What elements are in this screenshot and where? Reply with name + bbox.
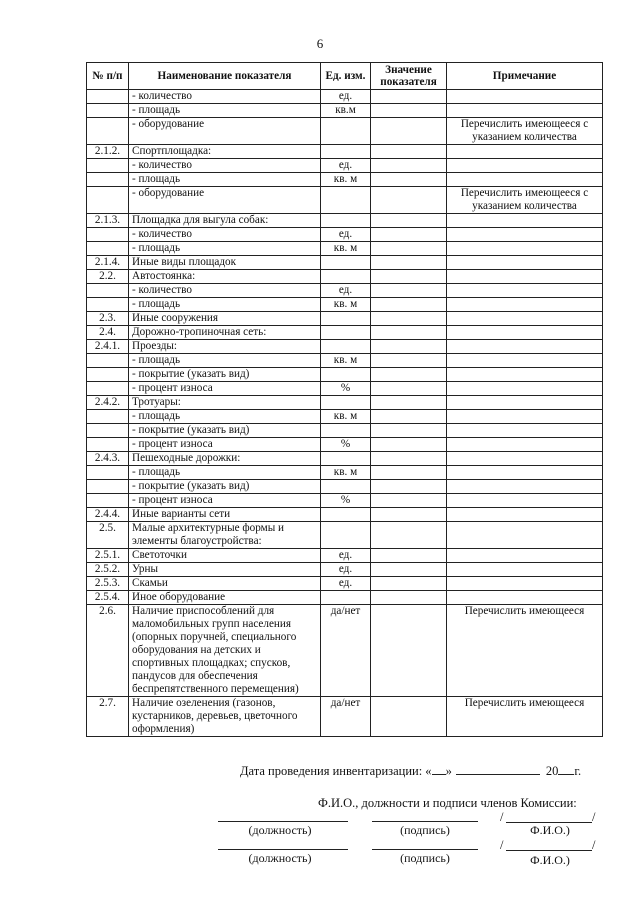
row-unit: да/нет (321, 605, 371, 697)
row-note (447, 284, 603, 298)
row-value (371, 242, 447, 256)
row-value (371, 340, 447, 354)
row-num (87, 410, 129, 424)
signature-label-1: (подпись) (400, 823, 450, 837)
table-row (87, 145, 603, 159)
row-value (371, 605, 447, 697)
row-note (447, 242, 603, 256)
header-note: Примечание (447, 63, 603, 90)
row-value (371, 549, 447, 563)
row-name: - оборудование (129, 118, 321, 145)
row-value (371, 396, 447, 410)
row-note (447, 382, 603, 396)
row-value (371, 508, 447, 522)
row-note: Перечислить имеющееся с указанием количества (447, 118, 603, 145)
row-value (371, 187, 447, 214)
fio-slash-1a: / (500, 810, 504, 824)
table-row (87, 104, 603, 118)
row-num (87, 368, 129, 382)
row-name: - площадь (129, 410, 321, 424)
row-note (447, 90, 603, 104)
row-unit: кв. м (321, 466, 371, 480)
row-note (447, 396, 603, 410)
row-name: - оборудование (129, 187, 321, 214)
position-line-2 (218, 849, 348, 850)
row-value (371, 494, 447, 508)
row-name: - количество (129, 284, 321, 298)
row-note (447, 466, 603, 480)
row-note (447, 438, 603, 452)
row-unit (321, 368, 371, 382)
table-row (87, 410, 603, 424)
date-quote-close: » (445, 764, 452, 778)
row-unit (321, 118, 371, 145)
row-note (447, 549, 603, 563)
row-num (87, 438, 129, 452)
row-name: Автостоянка: (129, 270, 321, 284)
row-num (87, 480, 129, 494)
row-unit (321, 424, 371, 438)
row-num (87, 494, 129, 508)
row-unit (321, 187, 371, 214)
row-value (371, 452, 447, 466)
row-value (371, 577, 447, 591)
table-row (87, 563, 603, 577)
row-num: 2.3. (87, 312, 129, 326)
row-note (447, 410, 603, 424)
header-value: Значение показателя (371, 63, 447, 90)
table-row (87, 368, 603, 382)
row-value (371, 354, 447, 368)
row-note (447, 298, 603, 312)
row-note (447, 368, 603, 382)
row-unit: ед. (321, 159, 371, 173)
fio-slash-1b: / (592, 810, 596, 824)
row-value (371, 228, 447, 242)
row-unit (321, 591, 371, 605)
commission-members-label: Ф.И.О., должности и подписи членов Комиссии: (318, 796, 577, 810)
row-value (371, 214, 447, 228)
fio-line-2 (506, 850, 592, 851)
row-unit (321, 340, 371, 354)
row-num: 2.5.2. (87, 563, 129, 577)
table-row (87, 522, 603, 549)
row-value (371, 326, 447, 340)
date-suffix: г. (574, 764, 582, 778)
row-name: - количество (129, 228, 321, 242)
row-name: Иные виды площадок (129, 256, 321, 270)
table-row (87, 480, 603, 494)
row-value (371, 284, 447, 298)
row-value (371, 410, 447, 424)
row-unit: % (321, 382, 371, 396)
row-unit (321, 256, 371, 270)
row-unit (321, 214, 371, 228)
position-label-1: (должность) (248, 823, 312, 837)
table-row (87, 494, 603, 508)
row-name: Светоточки (129, 549, 321, 563)
table-row (87, 549, 603, 563)
row-value (371, 368, 447, 382)
row-note (447, 340, 603, 354)
table-header-row (87, 63, 603, 90)
row-num (87, 173, 129, 187)
row-unit: кв. м (321, 298, 371, 312)
row-num: 2.1.2. (87, 145, 129, 159)
date-year: 20 (545, 764, 559, 778)
row-value (371, 256, 447, 270)
row-num: 2.4.2. (87, 396, 129, 410)
row-note (447, 577, 603, 591)
table-row (87, 382, 603, 396)
row-num: 2.5.4. (87, 591, 129, 605)
row-note (447, 522, 603, 549)
row-name: - площадь (129, 466, 321, 480)
row-unit (321, 396, 371, 410)
date-month-blank (456, 774, 540, 775)
table-row (87, 242, 603, 256)
position-line-1 (218, 821, 348, 822)
row-unit (321, 145, 371, 159)
row-name: Малые архитектурные формы и элементы благоустройства: (129, 522, 321, 549)
table-row (87, 396, 603, 410)
table-row (87, 577, 603, 591)
row-name: Урны (129, 563, 321, 577)
row-name: Наличие озеленения (газонов, кустарников, деревьев, цветочного оформления) (129, 697, 321, 737)
page-number: 6 (316, 36, 324, 51)
row-value (371, 173, 447, 187)
row-note (447, 145, 603, 159)
table-row (87, 284, 603, 298)
row-name: Пешеходные дорожки: (129, 452, 321, 466)
table-row (87, 466, 603, 480)
row-value (371, 424, 447, 438)
row-note (447, 354, 603, 368)
row-note (447, 228, 603, 242)
row-name: Иное оборудование (129, 591, 321, 605)
fio-slash-2a: / (500, 838, 504, 852)
row-unit (321, 480, 371, 494)
row-value (371, 270, 447, 284)
row-unit (321, 522, 371, 549)
row-unit: кв. м (321, 173, 371, 187)
row-unit: ед. (321, 563, 371, 577)
row-name: Наличие приспособлений для маломобильных групп населения (опорных поручней, специального оборудования на детских и спортивных площадках; спусков, пандусов для обеспечения беспрепятственного перемещения) (129, 605, 321, 697)
row-note (447, 312, 603, 326)
fio-label-2: Ф.И.О.) (530, 853, 570, 867)
row-num: 2.1.4. (87, 256, 129, 270)
row-note (447, 270, 603, 284)
row-num: 2.5. (87, 522, 129, 549)
row-note (447, 104, 603, 118)
row-value (371, 312, 447, 326)
table-row (87, 508, 603, 522)
table-row (87, 438, 603, 452)
row-num: 2.1.3. (87, 214, 129, 228)
row-unit: ед. (321, 284, 371, 298)
row-num (87, 159, 129, 173)
row-name: - площадь (129, 354, 321, 368)
row-value (371, 104, 447, 118)
row-num: 2.4.4. (87, 508, 129, 522)
row-unit: ед. (321, 90, 371, 104)
row-note (447, 256, 603, 270)
row-unit (321, 326, 371, 340)
row-num (87, 242, 129, 256)
row-name: Площадка для выгула собак: (129, 214, 321, 228)
row-name: - количество (129, 90, 321, 104)
table-row (87, 326, 603, 340)
row-name: - покрытие (указать вид) (129, 424, 321, 438)
date-label: Дата проведения инвентаризации: « (240, 764, 432, 778)
row-unit (321, 270, 371, 284)
row-num (87, 187, 129, 214)
row-num (87, 382, 129, 396)
table-row (87, 228, 603, 242)
row-name: - процент износа (129, 494, 321, 508)
row-name: Иные сооружения (129, 312, 321, 326)
row-num: 2.5.1. (87, 549, 129, 563)
row-num (87, 90, 129, 104)
row-name: Дорожно-тропиночная сеть: (129, 326, 321, 340)
row-value (371, 522, 447, 549)
row-name: Тротуары: (129, 396, 321, 410)
row-note (447, 480, 603, 494)
position-label-2: (должность) (248, 851, 312, 865)
table-row (87, 340, 603, 354)
row-unit: ед. (321, 577, 371, 591)
signature-line-2 (372, 849, 478, 850)
row-num: 2.4.1. (87, 340, 129, 354)
row-note (447, 452, 603, 466)
row-note: Перечислить имеющееся с указанием количества (447, 187, 603, 214)
row-unit: кв. м (321, 354, 371, 368)
row-num (87, 298, 129, 312)
row-num: 2.5.3. (87, 577, 129, 591)
row-name: - процент износа (129, 438, 321, 452)
table-row (87, 173, 603, 187)
header-unit: Ед. изм. (321, 63, 371, 90)
row-note (447, 424, 603, 438)
table-row (87, 270, 603, 284)
table-row (87, 354, 603, 368)
row-name: Скамьи (129, 577, 321, 591)
row-value (371, 145, 447, 159)
table-row (87, 187, 603, 214)
row-note: Перечислить имеющееся (447, 697, 603, 737)
row-value (371, 90, 447, 104)
row-unit: кв. м (321, 242, 371, 256)
row-num: 2.7. (87, 697, 129, 737)
row-num (87, 104, 129, 118)
row-num (87, 424, 129, 438)
row-unit: ед. (321, 549, 371, 563)
row-note (447, 173, 603, 187)
signature-line-1 (372, 821, 478, 822)
row-value (371, 118, 447, 145)
row-num: 2.4. (87, 326, 129, 340)
row-name: - площадь (129, 298, 321, 312)
row-num (87, 118, 129, 145)
row-value (371, 466, 447, 480)
row-name: - площадь (129, 104, 321, 118)
row-note (447, 494, 603, 508)
row-value (371, 298, 447, 312)
row-note (447, 508, 603, 522)
row-name: Спортплощадка: (129, 145, 321, 159)
table-row (87, 312, 603, 326)
row-unit: % (321, 438, 371, 452)
row-unit: кв.м (321, 104, 371, 118)
table-row (87, 90, 603, 104)
table-row (87, 256, 603, 270)
row-unit: кв. м (321, 410, 371, 424)
table-row (87, 118, 603, 145)
row-name: - количество (129, 159, 321, 173)
row-value (371, 591, 447, 605)
row-value (371, 438, 447, 452)
row-note (447, 591, 603, 605)
row-unit: ед. (321, 228, 371, 242)
row-value (371, 159, 447, 173)
row-num (87, 354, 129, 368)
signature-label-2: (подпись) (400, 851, 450, 865)
row-unit: да/нет (321, 697, 371, 737)
fio-label-1: Ф.И.О.) (530, 823, 570, 837)
row-name: - площадь (129, 173, 321, 187)
row-value (371, 697, 447, 737)
row-num (87, 228, 129, 242)
table-row (87, 452, 603, 466)
table-row (87, 159, 603, 173)
fio-slash-2b: / (592, 838, 596, 852)
inventory-date-line (240, 764, 581, 779)
row-note (447, 563, 603, 577)
row-unit (321, 312, 371, 326)
table-row (87, 605, 603, 697)
row-num: 2.6. (87, 605, 129, 697)
date-day-blank (432, 774, 446, 775)
row-num: 2.4.3. (87, 452, 129, 466)
header-name: Наименование показателя (129, 63, 321, 90)
table-row (87, 298, 603, 312)
table-row (87, 214, 603, 228)
row-name: Иные варианты сети (129, 508, 321, 522)
row-unit (321, 452, 371, 466)
header-num: № п/п (87, 63, 129, 90)
row-num: 2.2. (87, 270, 129, 284)
row-note (447, 326, 603, 340)
row-note: Перечислить имеющееся (447, 605, 603, 697)
row-name: Проезды: (129, 340, 321, 354)
date-year-blank (558, 774, 574, 775)
row-name: - площадь (129, 242, 321, 256)
inventory-table (86, 62, 603, 737)
row-unit: % (321, 494, 371, 508)
row-num (87, 284, 129, 298)
table-row (87, 424, 603, 438)
row-value (371, 563, 447, 577)
row-name: - покрытие (указать вид) (129, 480, 321, 494)
row-name: - покрытие (указать вид) (129, 368, 321, 382)
row-value (371, 480, 447, 494)
row-unit (321, 508, 371, 522)
row-name: - процент износа (129, 382, 321, 396)
row-note (447, 214, 603, 228)
table-row (87, 591, 603, 605)
row-num (87, 466, 129, 480)
row-note (447, 159, 603, 173)
row-value (371, 382, 447, 396)
table-row (87, 697, 603, 737)
